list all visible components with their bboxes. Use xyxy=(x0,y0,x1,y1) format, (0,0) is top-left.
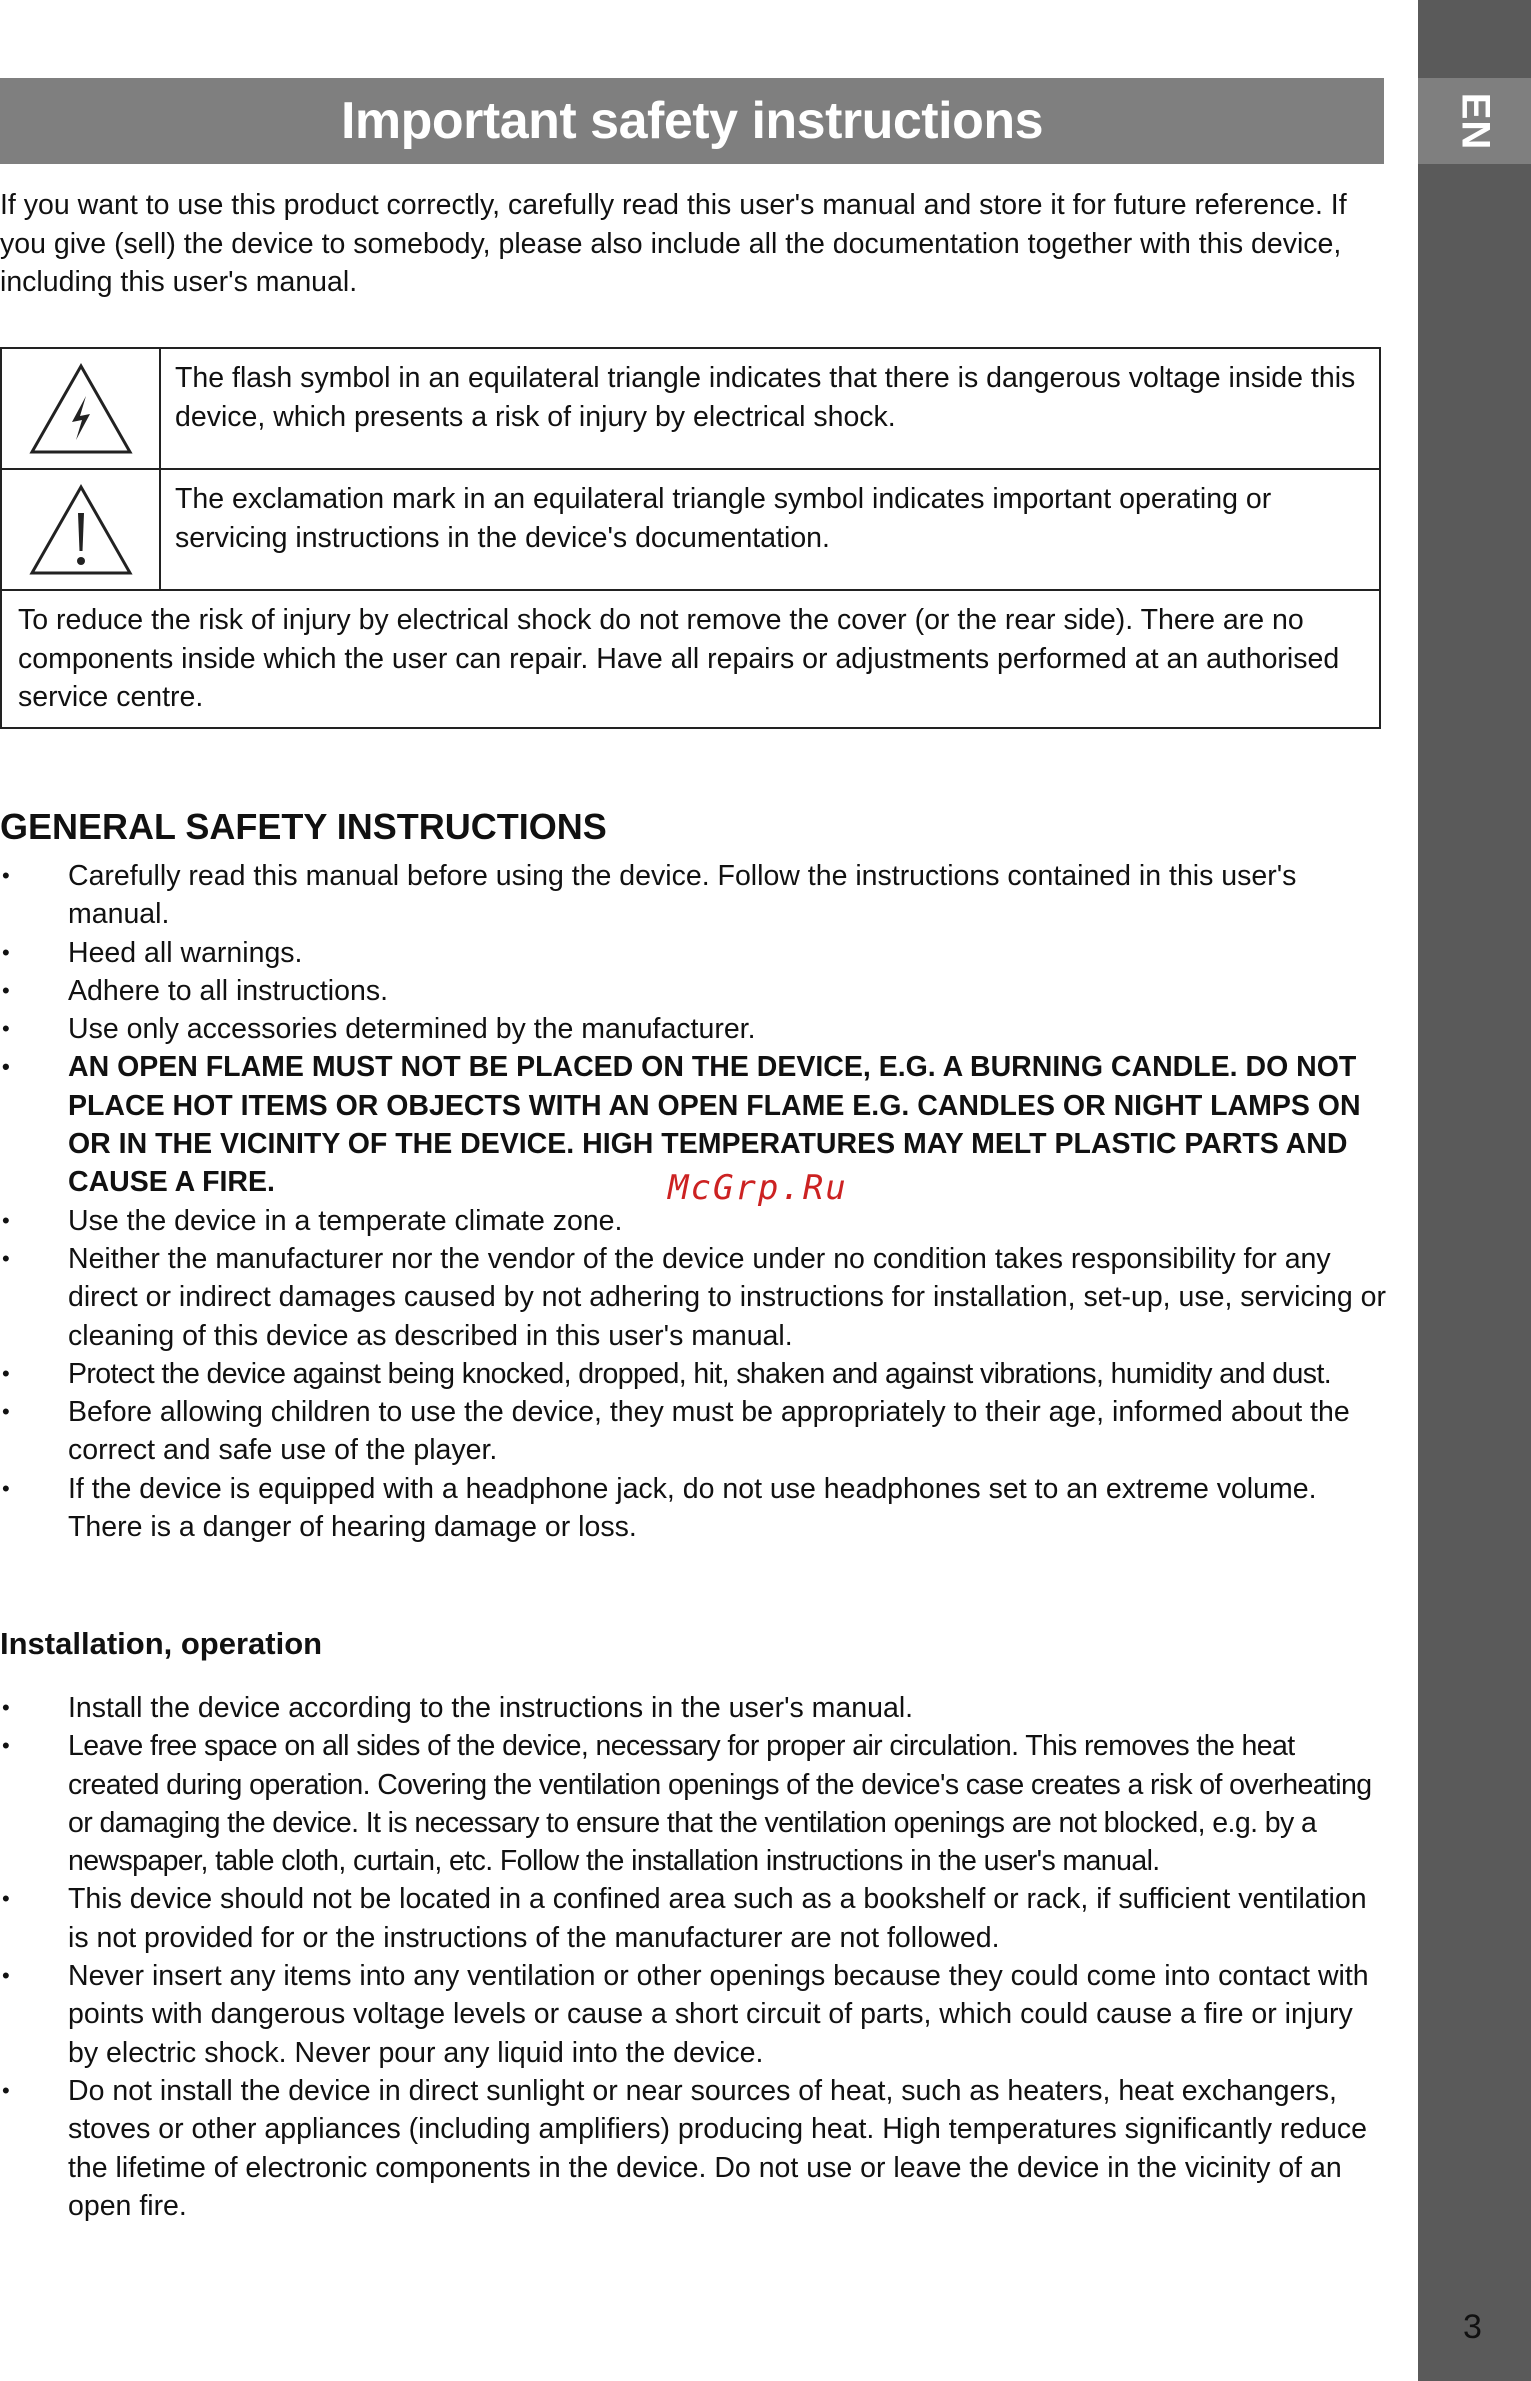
list-item: • Adhere to all instructions. xyxy=(0,972,1390,1010)
exclamation-symbol-text: The exclamation mark in an equilateral triangle symbol indicates important operating or servicing instructions in the device's documentation. xyxy=(175,483,1272,554)
list-item: • Do not install the device in direct sunlight or near sources of heat, such as heaters, heat exchangers, stoves or other appliances (including amplifiers) producing heat. High temperatures significantly reduce the lifetime of electronic components in the device. Do not use or leave the device in the vicinity of an open fire. xyxy=(0,2072,1390,2225)
list-item: • Use the device in a temperate climate zone. xyxy=(0,1202,1390,1240)
flash-symbol-row xyxy=(2,349,1379,470)
side-margin-bar xyxy=(1418,0,1531,2381)
list-item: • This device should not be located in a confined area such as a bookshelf or rack, if sufficient ventilation is not provided for or the instructions of the manufacturer are not followed. xyxy=(0,1880,1390,1957)
list-item-open-flame-warning: • AN OPEN FLAME MUST NOT BE PLACED ON THE DEVICE, E.G. A BURNING CANDLE. DO NOT PLACE HOT ITEMS OR OBJECTS WITH AN OPEN FLAME E.G. CANDLES OR NIGHT LAMPS ON OR IN THE VICINITY OF THE DEVICE. HIGH TEMPERATURES MAY MELT PLASTIC PARTS AND CAUSE A FIRE. xyxy=(0,1048,1390,1201)
exclamation-symbol-row xyxy=(2,470,1379,591)
list-item: • Install the device according to the instructions in the user's manual. xyxy=(0,1689,1390,1727)
flash-symbol-text: The flash symbol in an equilateral triangle indicates that there is dangerous voltage inside this device, which presents a risk of injury by electrical shock. xyxy=(175,362,1356,433)
language-code: EN xyxy=(1452,92,1497,150)
list-item: • Neither the manufacturer nor the vendor of the device under no condition takes responsibility for any direct or indirect damages caused by not adhering to instructions for installation, set-up, use, servicing or cleaning of this device as described in this user's manual. xyxy=(0,1240,1390,1355)
language-tab xyxy=(1418,78,1531,164)
flash-warning-icon xyxy=(2,349,161,468)
installation-heading: Installation, operation xyxy=(0,1626,323,1661)
installation-list xyxy=(0,1689,1390,2225)
list-item: • Before allowing children to use the device, they must be appropriately to their age, informed about the correct and safe use of the player. xyxy=(0,1393,1390,1470)
list-item: • Carefully read this manual before using the device. Follow the instructions contained in this user's manual. xyxy=(0,857,1390,934)
exclamation-warning-icon xyxy=(2,470,161,589)
list-item: • Leave free space on all sides of the device, necessary for proper air circulation. This removes the heat created during operation. Covering the ventilation openings of the device's case creates a risk of overheating or damaging the device. It is necessary to ensure that the ventilation openings are not blocked, e.g. by a newspaper, table cloth, curtain, etc. Follow the installation instructions in the user's manual. xyxy=(0,1727,1390,1880)
list-item: • Protect the device against being knocked, dropped, hit, shaken and against vibrations, humidity and dust. xyxy=(0,1355,1390,1393)
page-title: Important safety instructions xyxy=(340,92,1044,150)
page-number: 3 xyxy=(1463,2308,1482,2346)
intro-paragraph: If you want to use this product correctly, carefully read this user's manual and store it for future reference. If you give (sell) the device to somebody, please also include all the documentation together with this device, including this user's manual. xyxy=(0,189,1347,298)
list-item: • Use only accessories determined by the manufacturer. xyxy=(0,1010,1390,1048)
general-safety-heading: GENERAL SAFETY INSTRUCTIONS xyxy=(0,806,607,847)
watermark: McGrp.Ru xyxy=(668,1168,848,1208)
list-item: • If the device is equipped with a headphone jack, do not use headphones set to an extreme volume. There is a danger of hearing damage or loss. xyxy=(0,1470,1390,1547)
list-item: • Heed all warnings. xyxy=(0,934,1390,972)
title-banner xyxy=(0,78,1384,164)
list-item: • Never insert any items into any ventilation or other openings because they could come into contact with points with dangerous voltage levels or cause a short circuit of parts, which could cause a fire or injury by electric shock. Never pour any liquid into the device. xyxy=(0,1957,1390,2072)
safety-symbols-table xyxy=(0,347,1381,729)
shock-risk-note: To reduce the risk of injury by electrical shock do not remove the cover (or the rear side). There are no components inside which the user can repair. Have all repairs or adjustments performed at an authorised service centre. xyxy=(18,604,1340,713)
